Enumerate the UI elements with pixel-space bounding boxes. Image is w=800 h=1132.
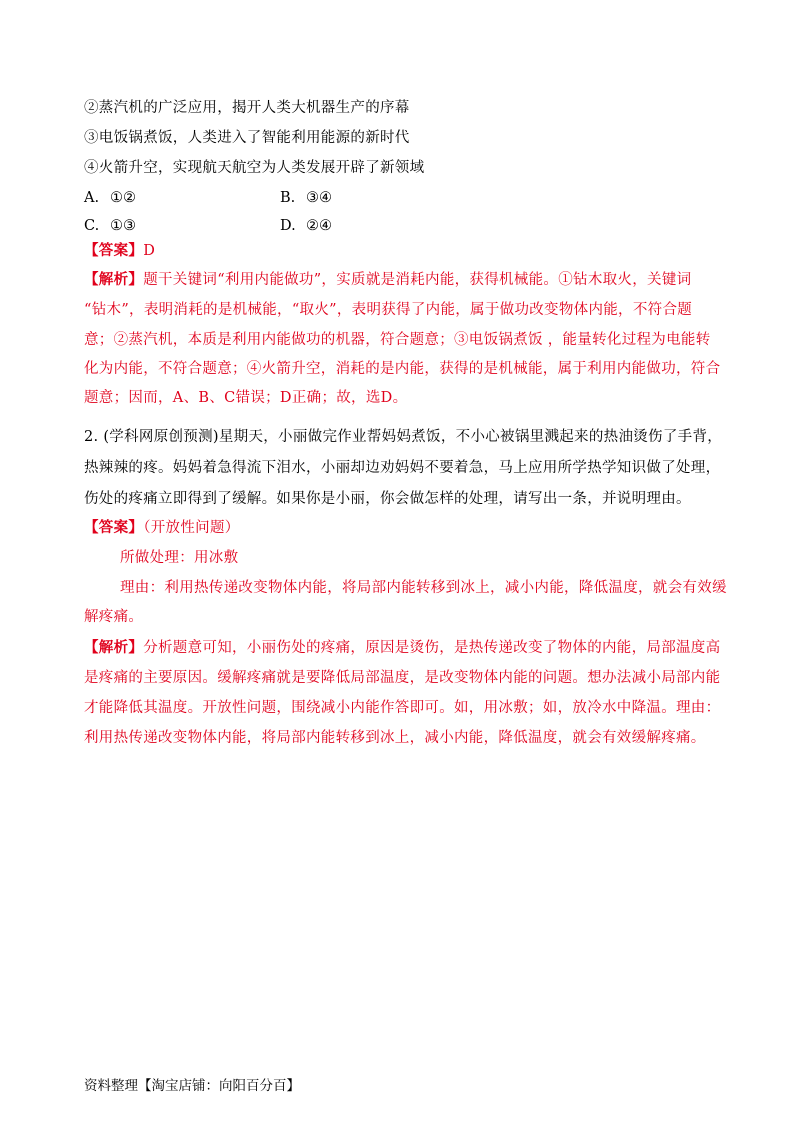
- question-2-line-1: 2. (学科网原创预测)星期天，小丽做完作业帮妈妈煮饭，不小心被锅里溅起来的热油烫伤了手背，: [84, 429, 723, 445]
- answer-2-value: （开放性问题）: [143, 520, 240, 536]
- option-a: [84, 188, 136, 208]
- analysis-2-line-3: 才能降低其温度。开放性问题，围绕减小内能作答即可。如，用冰敷；如，放冷水中降温。理由：: [84, 700, 721, 716]
- option-a-letter: A.: [84, 190, 100, 206]
- page-footer: 资料整理【淘宝店铺：向阳百分百】: [84, 1078, 300, 1094]
- statement-4: ④火箭升空，实现航天航空为人类发展开辟了新领域: [84, 160, 425, 176]
- analysis-1-line-1: [84, 270, 724, 290]
- question-2-line-3: 伤处的疼痛立即得到了缓解。如果你是小丽，你会做怎样的处理，请写出一条，并说明理由。: [84, 491, 691, 507]
- option-d-letter: D.: [280, 218, 296, 234]
- analysis-1-line-2: “钻木”，表明消耗的是机械能，“取火”，表明获得了内能，属于做功改变物体内能，不符合题: [84, 302, 693, 318]
- option-a-text: ①②: [110, 190, 136, 206]
- option-b-letter: B.: [280, 190, 296, 206]
- option-d: [280, 216, 332, 236]
- analysis-2-line-2: 是疼痛的主要原因。缓解疼痛就是要降低局部温度，是改变物体内能的问题。想办法减小局部内能: [84, 670, 721, 686]
- analysis-2-text-1: 分析题意可知，小丽伤处的疼痛，原因是烫伤，是热传递改变了物体的内能，局部温度高: [143, 640, 721, 656]
- analysis-1-line-3: 意；②蒸汽机，本质是利用内能做功的机器，符合题意；③电饭锅煮饭 ，能量转化过程为电能转: [84, 332, 711, 348]
- option-c-text: ①③: [110, 218, 136, 234]
- answer-1: [84, 241, 724, 261]
- option-d-text: ②④: [306, 218, 332, 234]
- question-2-line-2: 热辣辣的疼。妈妈着急得流下泪水，小丽却边劝妈妈不要着急，马上应用所学热学知识做了处理，: [84, 460, 721, 476]
- analysis-2-tag: 【解析】: [84, 639, 144, 656]
- option-c: [84, 216, 136, 236]
- analysis-2-line-4: 利用热传递改变物体内能，将局部内能转移到冰上，减小内能，降低温度，就会有效缓解疼痛。: [84, 730, 706, 746]
- answer-2-tag: 【答案】: [84, 519, 144, 536]
- answer-2: [84, 518, 724, 538]
- statement-2: ②蒸汽机的广泛应用，揭开人类大机器生产的序幕: [84, 100, 410, 116]
- analysis-1-line-4: 化为内能，不符合题意；④火箭升空，消耗的是内能，获得的是机械能，属于利用内能做功，符合: [84, 361, 721, 377]
- answer-1-tag: 【答案】: [84, 242, 144, 259]
- analysis-1-tag: 【解析】: [84, 271, 144, 288]
- answer-2-line-1: 所做处理：用冰敷: [120, 550, 239, 566]
- answer-2-line-3: 解疼痛。: [84, 609, 144, 625]
- answer-2-line-2: 理由：利用热传递改变物体内能，将局部内能转移到冰上，减小内能，降低温度，就会有效缓: [120, 580, 727, 596]
- option-b: [280, 188, 332, 208]
- analysis-1-text-1: 题干关键词“利用内能做功”，实质就是消耗内能，获得机械能。①钻木取火，关键词: [143, 272, 692, 288]
- analysis-2-line-1: [84, 638, 724, 658]
- statement-3: ③电饭锅煮饭，人类进入了智能利用能源的新时代: [84, 130, 410, 146]
- option-c-letter: C.: [84, 218, 100, 234]
- analysis-1-line-5: 题意；因而，A、B、C错误；D正确；故，选D。: [84, 390, 408, 406]
- answer-1-value: D: [143, 243, 156, 259]
- option-b-text: ③④: [306, 190, 332, 206]
